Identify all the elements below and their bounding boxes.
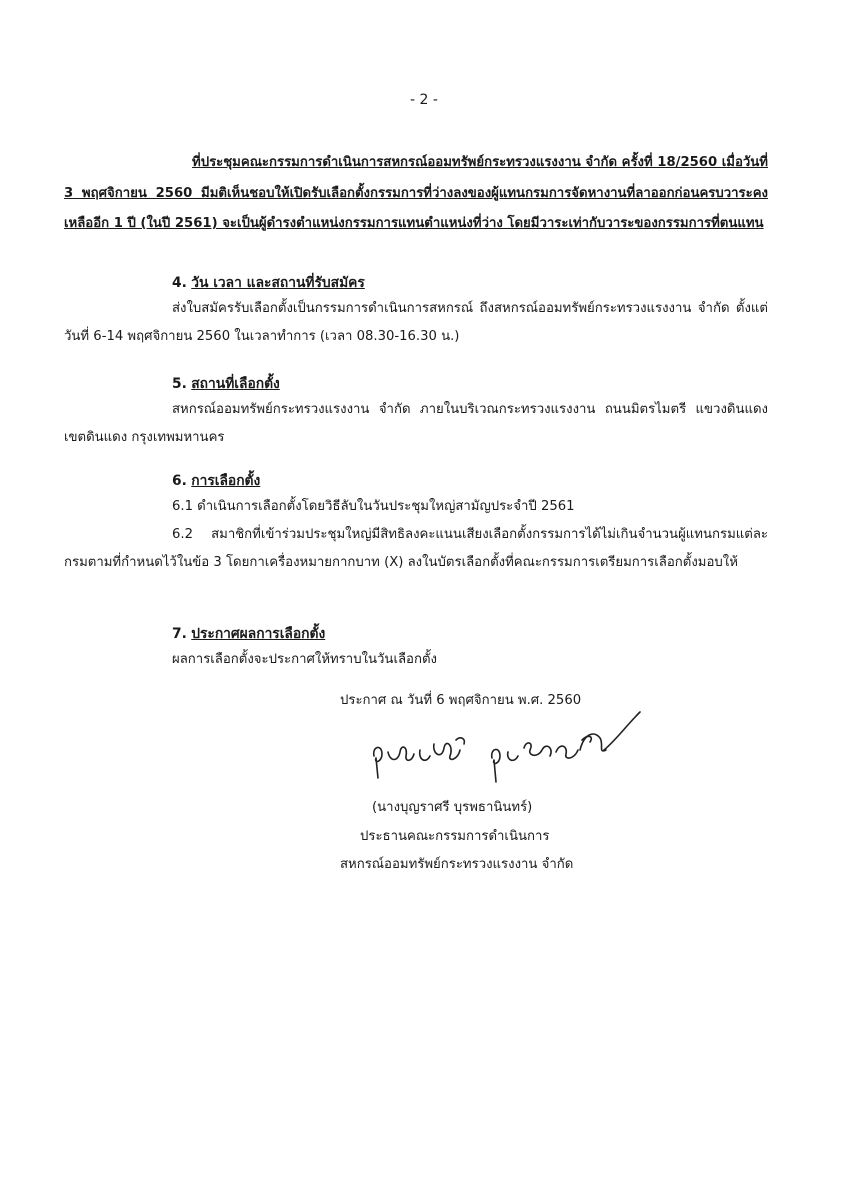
section-6-item-1: 6.1 ดำเนินการเลือกตั้งโดยวิธีลับในวันประชุมใหญ่สามัญประจำปี 2561 xyxy=(172,499,575,514)
signer-title: ประธานคณะกรรมการดำเนินการ xyxy=(360,829,550,844)
section-4 xyxy=(64,271,768,351)
section-6 xyxy=(64,469,768,577)
section-5-body: สหกรณ์ออมทรัพย์กระทรวงแรงงาน จำกัด ภายในบริเวณกระทรวงแรงงาน ถนนมิตรไมตรี แขวงดินแดง เขตดินแดง กรุงเทพมหานคร xyxy=(64,402,768,445)
section-5 xyxy=(64,372,768,452)
section-7 xyxy=(64,622,768,674)
page-number: - 2 - xyxy=(410,92,438,108)
handwritten-signature xyxy=(368,704,648,790)
section-7-heading xyxy=(64,622,768,646)
section-title: สถานที่เลือกตั้ง xyxy=(191,376,280,392)
signer-name: (นางบุญราศรี บุรพธานินทร์) xyxy=(372,800,533,815)
section-title: วัน เวลา และสถานที่รับสมัคร xyxy=(191,275,365,291)
intro-paragraph: ที่ประชุมคณะกรรมการดำเนินการสหกรณ์ออมทรัพย์กระทรวงแรงงาน จำกัด ครั้งที่ 18/2560 เมื่อวันที่ 3 พฤศจิกายน 2560 มีมติเห็นชอบให้เปิดรับเลือกตั้งกรรมการที่ว่างลงของผู้แทนกรมการจัดหางานที่ลาออกก่อนครบวาระคงเหลืออีก 1 ปี (ในปี 2561) จะเป็นผู้ดำรงตำแหน่งกรรมการแทนตำแหน่งที่ว่าง โดยมีวาระเท่ากับวาระของกรรมการที่ตนแทน xyxy=(64,155,768,231)
section-number: 7. xyxy=(172,626,187,642)
section-5-heading xyxy=(64,372,768,396)
signer-organization: สหกรณ์ออมทรัพย์กระทรวงแรงงาน จำกัด xyxy=(340,857,574,872)
section-title: ประกาศผลการเลือกตั้ง xyxy=(191,626,326,642)
section-4-heading xyxy=(64,271,768,295)
section-number: 6. xyxy=(172,473,187,489)
section-4-body: ส่งใบสมัครรับเลือกตั้งเป็นกรรมการดำเนินการสหกรณ์ ถึงสหกรณ์ออมทรัพย์กระทรวงแรงงาน จำกัด ตั้งแต่วันที่ 6-14 พฤศจิกายน 2560 ในเวลาทำการ (เวลา 08.30-16.30 น.) xyxy=(64,301,768,344)
announcement-date: ประกาศ ณ วันที่ 6 พฤศจิกายน พ.ศ. 2560 xyxy=(340,693,582,708)
section-title: การเลือกตั้ง xyxy=(191,473,261,489)
section-7-body: ผลการเลือกตั้งจะประกาศให้ทราบในวันเลือกตั้ง xyxy=(172,652,437,667)
section-number: 5. xyxy=(172,376,187,392)
section-number: 4. xyxy=(172,275,187,291)
section-6-item-2: 6.2 สมาชิกที่เข้าร่วมประชุมใหญ่มีสิทธิลงคะแนนเสียงเลือกตั้งกรรมการได้ไม่เกินจำนวนผู้แทนกรมแต่ละกรมตามที่กำหนดไว้ในข้อ 3 โดยกาเครื่องหมายกากบาท (X) ลงในบัตรเลือกตั้งที่คณะกรรมการเตรียมการเลือกตั้งมอบให้ xyxy=(64,527,768,570)
section-6-heading xyxy=(64,469,768,493)
